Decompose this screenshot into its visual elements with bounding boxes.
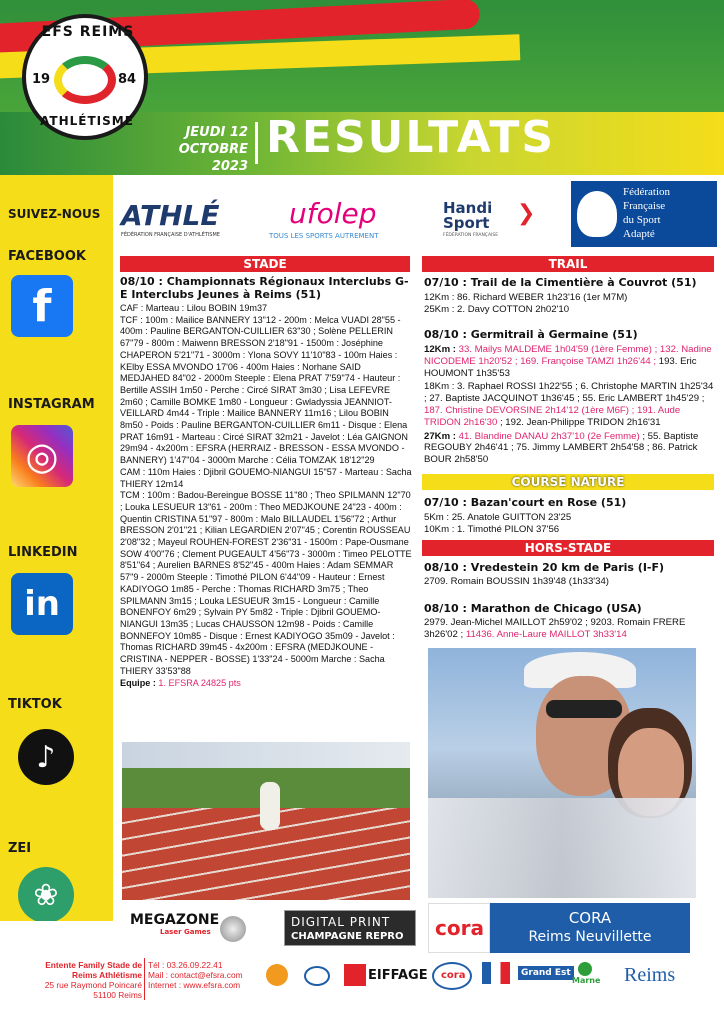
section-header-stade: STADE — [120, 256, 410, 272]
facebook-icon[interactable]: f — [11, 275, 73, 337]
section-header-course-nature: COURSE NATURE — [422, 474, 714, 490]
handisport-mark-icon: ❯ — [517, 201, 536, 226]
trail-18k: 18Km : 3. Raphael ROSSI 1h22'55 ; 6. Christophe MARTIN 1h25'34 ; 27. Baptiste JACQUINOT 1h36'45 ; 55. Eric LAMBERT 1h45'29 ; 187. Christine DEVORSINE 2h14'12 (1ère M6F) ; 191. Aude TRIDON 2h16'30 ; 192. Jean-Philippe TRIDON 2h16'31 — [424, 381, 714, 428]
handisport-subtitle: FÉDÉRATION FRANÇAISE — [443, 233, 499, 238]
hors-stade-event2-results: 2979. Jean-Michel MAILLOT 2h59'02 ; 9203. Romain FRERE 3h26'02 ; 11436. Anne-Laure MAILLOT 3h33'14 — [424, 617, 686, 640]
social-label-zei: ZEI — [8, 841, 32, 856]
zei-icon[interactable]: ❀ — [18, 867, 74, 923]
hors-stade-event2-title: 08/10 : Marathon de Chicago (USA) — [424, 602, 642, 615]
eiffage-logo: EIFFAGE — [368, 968, 428, 983]
instagram-icon[interactable]: ◎ — [11, 425, 73, 487]
reims-logo: Reims — [624, 964, 676, 986]
social-label-facebook: FACEBOOK — [8, 249, 86, 264]
trail-event1-results: 12Km : 86. Richard WEBER 1h23'16 (1er M7M) 25Km : 2. Davy COTTON 2h02'10 — [424, 292, 628, 315]
athle-logo: ATHLÉ — [121, 199, 220, 232]
athlete-figure — [260, 782, 280, 830]
hors-stade-event1-results: 2709. Romain BOUSSIN 1h39'48 (1h33'34) — [424, 576, 609, 587]
federation-logos — [113, 175, 724, 253]
date-line-1: JEUDI 12 — [185, 125, 248, 140]
athle-subtitle: FÉDÉRATION FRANÇAISE D'ATHLÉTISME — [121, 232, 220, 238]
megazone-subtitle: Laser Games — [160, 928, 211, 936]
grand-est-logo: Grand Est — [518, 966, 574, 980]
follow-us-label: SUIVEZ-NOUS — [8, 207, 101, 221]
stade-tcm: TCM : 100m : Badou-Bereingue BOSSE 11"80 ; Theo SPILMANN 12"70 ; Louka LESUEUR 13"61 - 200m : Theo MEDJKOUNE 24"23 - 400m : Quentin CRISTINA 51"97 - 800m : Malo BILLAUDEL 1'56"72 ; Arthur BRESSON 2'01"21 ; Kilian LEGARDIEN 2'07"45 ; Corentin ROUSSEAU 2'08"32 ; Mayeul ROUHEN-FOREST 2'36"31 - 1500m : Pape-Ousmane SOW 4'00"76 ; Clement PUGEAULT 4'56"73 - 3000m : Timeo PELOTTE 8'51"64 ; Aurelien BARNES 8'52"45 - 400m Haies : Adam SEMMAR 57"9 - 2000m Steeple : Timothé PILON 6'44"09 - Hauteur : Ernest KADIYOGO 1m85 - Perche : Thomas RICHARD 3m75 ; Theo SPILMANN 3m15 ; Louka LESUEUR 3m15 - Longueur : Camille BONENFOY 6m29 ; Sylvain PY 5m82 - Triple : Djibril GOUEMO-NIANGUI 13m35 ; Lucas CHAUSSON 12m98 - Poids : Camille BONNEFOY 10m85 - Disque : Ernest KADIYOGO 35m09 - Javelot : Thomas RICHARD 39m45 - 4x200m : EFSRA (MEDJKOUNE - CRISTINA - NEPPER - BOSSE) 1'33"24 - 5000m Marche : Sacha THIERY 33'53"88 — [120, 490, 412, 676]
partner-logo-2 — [304, 966, 330, 986]
trail-event2-results — [424, 344, 716, 466]
logo-bottom-text: ATHLÉTISME — [40, 114, 134, 128]
tiktok-icon[interactable]: ♪ — [18, 729, 74, 785]
marne-logo: Marne — [572, 976, 601, 985]
megazone-globe-icon — [220, 916, 246, 942]
trail-27k: 27Km : 41. Blandine DANAU 2h37'10 (2e Femme) ; 55. Baptiste REGOUBY 2h46'41 ; 75. Jimmy LAMBERT 2h54'58 ; 86. Patrick BOUR 2h58'50 — [424, 430, 699, 466]
page-title: RESULTATS — [266, 112, 556, 163]
club-logo — [22, 14, 148, 140]
header-banner — [0, 0, 724, 175]
cora-small-logo: cora — [432, 962, 472, 990]
course-nature-results: 5Km : 25. Anatole GUITTON 23'25 10Km : 1. Timothé PILON 37'56 — [424, 512, 572, 535]
section-header-hors-stade: HORS-STADE — [422, 540, 714, 556]
contact-website[interactable]: Internet : www.efsra.com — [148, 980, 241, 990]
megazone-logo: MEGAZONE — [130, 912, 220, 928]
stade-tcf: TCF : 100m : Mailice BANNERY 13"12 - 200m : Melca VUADI 28"55 - 400m : Pauline BERGANTON-CUILLIER 63"30 ; Solène PELLERIN 67"79 - 800m : Maiwenn BRESSON 2'18"91 - 1500m : Joséphine CHAPERON 5'21"71 - 3000m : Ylona SOVY 11'10"83 - 100m Haies : KElby ESSA MVONDO 17'06 - 400m Haies : Norhane SAID MEDJAHED 84"02 - 2000m Steeple : Elena PRAT 7'59"74 - Hauteur : Bertille ASSIH 1m50 - Perche : Circé SIRAT 3m30 ; Lisa LEFEVRE 2m60 ; Camille BOMKE 1m80 - Longueur : Gwladyssia JEANNIOT-VEILLARD 4m44 - Triple : Mailice BANNERY 11m16 ; Lilou BOBIN 8m50 - Poids : Pauline BERGANTON-CUILLIER 6m11 - Disque : Elena PRAT 16m91 - Marteau : Circé SIRAT 32m21 - Javelot : Léa GAIGNON 29m94 - 4x200m : EFSRA (HERRAIZ - BRESSON - ESSA MVONDO - BANNERY) 1'47"04 - 3000m Marche : Célia TOMZAK 18'12"29 — [120, 314, 408, 466]
stade-event-title: 08/10 : Championnats Régionaux Interclubs G-E Interclubs Jeunes à Reims (51) — [120, 275, 409, 301]
course-nature-event-title: 07/10 : Bazan'court en Rose (51) — [424, 496, 627, 509]
date-line-2: OCTOBRE 2023 — [178, 142, 248, 174]
partner-logo-1 — [266, 964, 288, 986]
linkedin-icon[interactable]: in — [11, 573, 73, 635]
cora-logo: cora — [428, 903, 490, 953]
stadium-photo — [122, 742, 410, 900]
club-contact — [148, 960, 260, 990]
stade-caf: CAF : Marteau : Lilou BOBIN 19m37 — [120, 303, 268, 313]
contact-phone: Tél : 03.26.09.22.41 — [148, 960, 223, 970]
logo-top-text: EFS REIMS — [41, 24, 135, 40]
trail-12k: 12Km : 33. Mailys MALDEME 1h04'59 (1ère Femme) ; 132. Nadine NICODEME 1h20'52 ; 169. Françoise TAMZI 1h26'44 ; 193. Eric HOUMONT 1h35'53 — [424, 344, 712, 379]
social-label-linkedin: LINKEDIN — [8, 545, 78, 560]
runners-photo — [428, 648, 696, 898]
date-block — [152, 124, 248, 175]
sunglasses — [546, 700, 622, 718]
hors-stade-event1-title: 08/10 : Vredestein 20 km de Paris (I-F) — [424, 561, 665, 574]
ffsa-mascot-icon — [577, 191, 617, 237]
logo-year-left: 19 — [32, 72, 51, 87]
section-header-trail: TRAIL — [422, 256, 714, 272]
stade-cam: CAM : 110m Haies : Djibril GOUEMO-NIANGUI 15"57 - Marteau : Sacha THIERY 12m14 — [120, 466, 412, 489]
partner-logo-3 — [344, 964, 366, 986]
cora-reims-banner: CORA Reims Neuvillette — [490, 903, 690, 953]
trail-event2-title: 08/10 : Germitrail à Germaine (51) — [424, 328, 638, 341]
digital-print-logo: DIGITAL PRINT CHAMPAGNE REPRO — [284, 910, 416, 946]
club-address: Entente Family Stade de Reims Athlétisme 25 rue Raymond Poincaré 51100 Reims — [44, 960, 142, 1000]
social-label-instagram: INSTAGRAM — [8, 397, 95, 412]
ffsa-logo: Fédération Française du Sport Adapté — [571, 181, 717, 247]
social-sidebar — [0, 175, 113, 921]
stade-team-result: Equipe : 1. EFSRA 24825 pts — [120, 677, 241, 688]
ufolep-logo: ufolep — [289, 197, 377, 230]
marne-leaf-icon — [578, 962, 592, 976]
stade-results — [120, 303, 412, 689]
logo-year-right: 84 — [118, 72, 137, 87]
handisport-logo: Handi Sport — [443, 199, 493, 232]
ufolep-subtitle: TOUS LES SPORTS AUTREMENT — [269, 232, 379, 240]
social-label-tiktok: TIKTOK — [8, 697, 62, 712]
trail-event1-title: 07/10 : Trail de la Cimentière à Couvrot (51) — [424, 276, 697, 289]
contact-email[interactable]: Mail : contact@efsra.com — [148, 970, 243, 980]
thermal-blankets — [428, 798, 696, 898]
republique-logo — [482, 962, 510, 984]
